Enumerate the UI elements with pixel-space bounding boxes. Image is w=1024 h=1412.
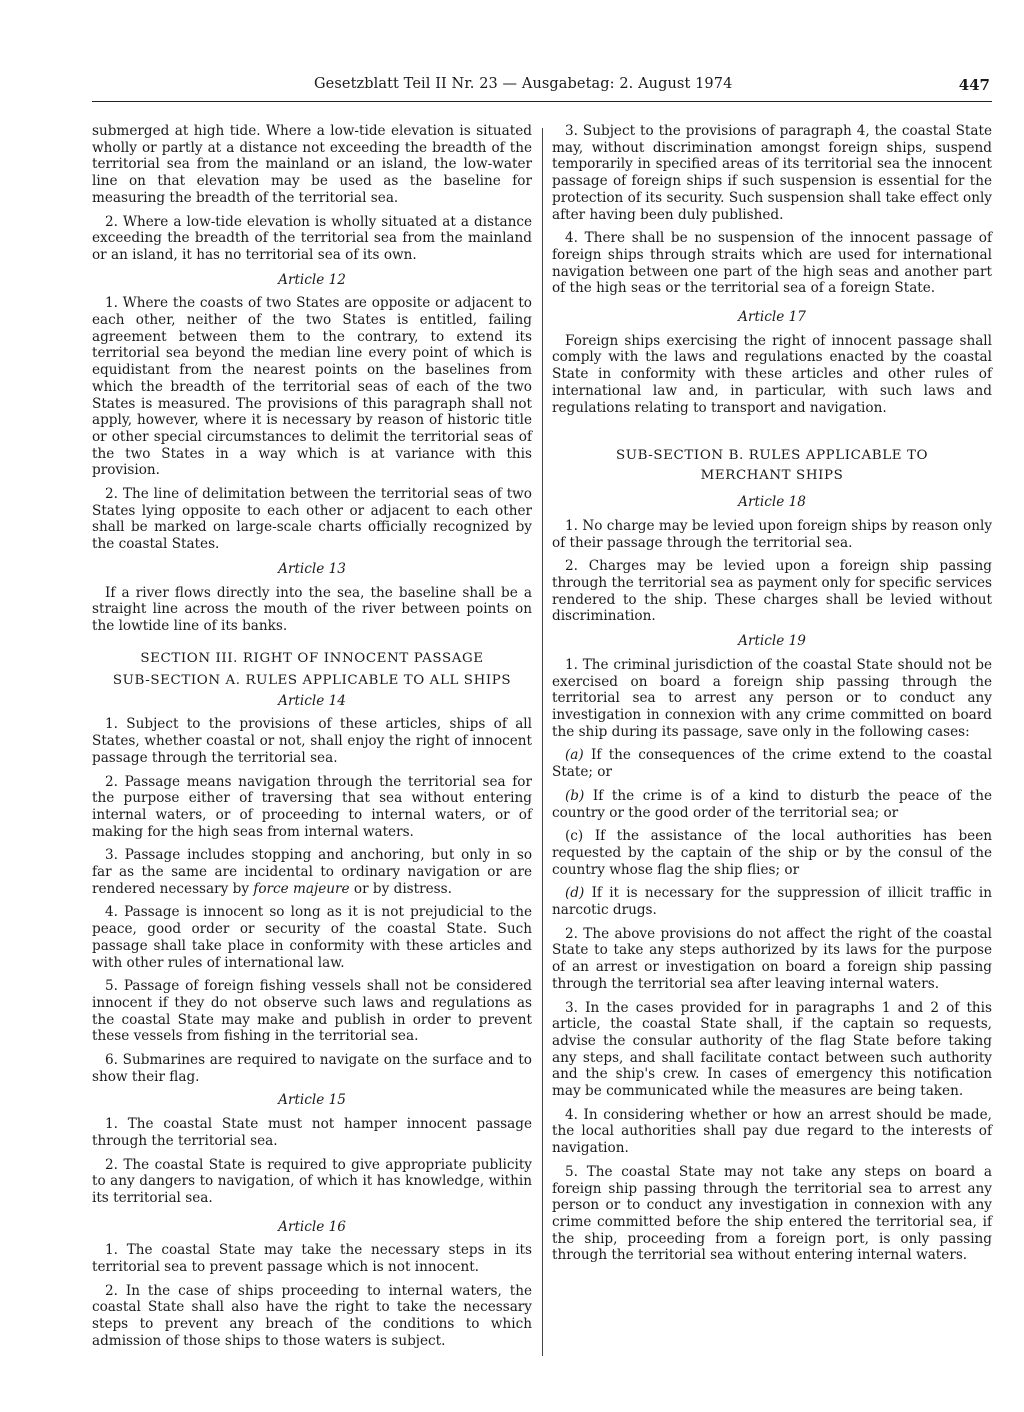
- article-heading: Article 12: [278, 271, 346, 288]
- paragraph: If a river flows directly into the sea, the baseline shall be a straight line across the mouth of the river between points on the lowtide line of its banks.: [92, 584, 532, 634]
- header-title: Gesetzblatt Teil II Nr. 23 — Ausgabetag: 2. August 1974: [314, 76, 733, 92]
- paragraph: (a) If the consequences of the crime extend to the coastal State; or: [552, 747, 992, 781]
- paragraph: 1. The coastal State may take the necessary steps in its territorial sea to prevent passage which is not innocent.: [92, 1242, 532, 1276]
- paragraph: submerged at high tide. Where a low-tide elevation is situated wholly or partly at a distance not exceeding the breadth of the territorial sea from the mainland or an island, the low-water line on that elevation may be used as the baseline for measuring the breadth of the territorial sea.: [92, 123, 532, 206]
- paragraph: 1. Where the coasts of two States are opposite or adjacent to each other, neither of the two States is entitled, failing agreement between them to the contrary, to extend its territorial sea beyond the median line every point of which is equidistant from the nearest points on the baselines from which the breadth of the territorial seas of each of the two States is measured. The provisions of this paragraph shall not apply, however, where it is necessary by reason of historic title or other special circumstances to delimit the territorial seas of the two States in a way which is at variance with this provision.: [92, 295, 532, 479]
- page-header: [92, 76, 992, 100]
- article-heading: Article 13: [278, 560, 346, 577]
- paragraph: 1. The coastal State must not hamper innocent passage through the territorial sea.: [92, 1116, 532, 1149]
- subsection-heading: [552, 446, 992, 486]
- paragraph: 1. No charge may be levied upon foreign ships by reason only of their passage through the territorial sea.: [552, 517, 992, 551]
- subsection-heading-line: SUB-SECTION B. RULES APPLICABLE TO: [615, 448, 929, 464]
- subsection-heading-line: MERCHANT SHIPS: [700, 468, 844, 484]
- paragraph: 6. Submarines are required to navigate on the surface and to show their flag.: [92, 1052, 532, 1085]
- article-heading: Article 16: [278, 1218, 346, 1235]
- paragraph: 1. The criminal jurisdiction of the coastal State should not be exercised on board a foreign ship passing through the territorial sea to arrest any person or to conduct any investigation in connexion with any crime committed on board the ship during its passage, save only in the following cases:: [552, 656, 992, 740]
- paragraph: 5. The coastal State may not take any steps on board a foreign ship passing through the territorial sea to arrest any person or to conduct any investigation in connexion with any crime committed before the ship entered the territorial sea, if the ship, proceeding from a foreign port, is only passing through the territorial sea without entering internal waters.: [552, 1163, 992, 1264]
- paragraph: 2. Passage means navigation through the territorial sea for the purpose either of traversing that sea without entering internal waters, or of proceeding to internal waters, or of making for the high seas from internal waters.: [92, 773, 532, 840]
- paragraph: 1. Subject to the provisions of these articles, ships of all States, whether coastal or not, shall enjoy the right of innocent passage through the territorial sea.: [92, 716, 532, 766]
- paragraph: 4. In considering whether or how an arrest should be made, the local authorities shall pay due regard to the interests of navigation.: [552, 1106, 992, 1157]
- paragraph: 2. The line of delimitation between the territorial seas of two States lying opposite to each other or adjacent to each other shall be marked on large-scale charts officially recognized by the coastal States.: [92, 486, 532, 553]
- paragraph: 2. Where a low-tide elevation is wholly situated at a distance exceeding the breadth of the territorial sea from the mainland or an island, it has no territorial sea of its own.: [92, 213, 532, 263]
- paragraph: (d) If it is necessary for the suppression of illicit traffic in narcotic drugs.: [552, 885, 992, 919]
- article-heading: Article 15: [278, 1092, 346, 1109]
- column-divider: [542, 128, 543, 1356]
- paragraph: 2. In the case of ships proceeding to internal waters, the coastal State shall also have the right to take the necessary steps to prevent any breach of the conditions to which admission of those ships to those waters is subject.: [92, 1282, 532, 1349]
- paragraph: (c) If the assistance of the local authorities has been requested by the captain of the ship or by the consul of the country whose flag the ship flies; or: [552, 828, 992, 878]
- paragraph: 3. Subject to the provisions of paragraph 4, the coastal State may, without discrimination amongst foreign ships, suspend temporarily in specified areas of its territorial sea the innocent passage of foreign ships if such suspension is essential for the protection of its security. Such suspension shall take effect only after having been duly published.: [552, 123, 992, 223]
- right-column: [552, 123, 992, 1271]
- paragraph: 2. The above provisions do not affect the right of the coastal State to take any steps authorized by its laws for the purpose of an arrest or investigation on board a foreign ship passing through the territorial sea after leaving internal waters.: [552, 925, 992, 992]
- paragraph: 3. Passage includes stopping and anchoring, but only in so far as the same are incidental to ordinary navigation or are rendered necessary by force majeure or by distress.: [92, 847, 532, 897]
- article-heading: Article 19: [738, 633, 806, 650]
- left-column: [92, 123, 532, 1357]
- paragraph: 2. Charges may be levied upon a foreign ship passing through the territorial sea as payment only for specific services rendered to the ship. These charges shall be levied without discrimination.: [552, 558, 992, 625]
- subsection-heading: SUB-SECTION A. RULES APPLICABLE TO ALL SHIPS: [112, 672, 512, 688]
- paragraph: 4. There shall be no suspension of the innocent passage of foreign ships through straits which are used for international navigation between one part of the high seas and another part of the high seas or the territorial sea of a foreign State.: [552, 230, 992, 297]
- page-number: 447: [958, 76, 990, 94]
- article-heading: Article 17: [738, 309, 806, 326]
- paragraph: 4. Passage is innocent so long as it is not prejudicial to the peace, good order or security of the coastal State. Such passage shall take place in conformity with these articles and with other rules of international law.: [92, 904, 532, 971]
- paragraph: (b) If the crime is of a kind to disturb the peace of the country or the good order of the territorial sea; or: [552, 787, 992, 821]
- article-heading: Article 14: [278, 692, 346, 709]
- paragraph: Foreign ships exercising the right of innocent passage shall comply with the laws and regulations enacted by the coastal State in conformity with these articles and other rules of international law and, in particular, with such laws and regulations relating to transport and navigation.: [552, 332, 992, 416]
- article-heading: Article 18: [738, 494, 806, 511]
- paragraph: 5. Passage of foreign fishing vessels shall not be considered innocent if they do not observe such laws and regulations as the coastal State may make and publish in order to prevent these vessels from fishing in the territorial sea.: [92, 978, 532, 1045]
- section-heading: SECTION III. RIGHT OF INNOCENT PASSAGE: [140, 650, 484, 666]
- header-rule: [92, 101, 992, 102]
- paragraph: 2. The coastal State is required to give appropriate publicity to any dangers to navigation, of which it has knowledge, within its territorial sea.: [92, 1156, 532, 1206]
- paragraph: 3. In the cases provided for in paragraphs 1 and 2 of this article, the coastal State shall, if the captain so requests, advise the consular authority of the flag State before taking any steps, and shall facilitate contact between such authority and the ship's crew. In cases of emergency this notification may be communicated while the measures are being taken.: [552, 999, 992, 1100]
